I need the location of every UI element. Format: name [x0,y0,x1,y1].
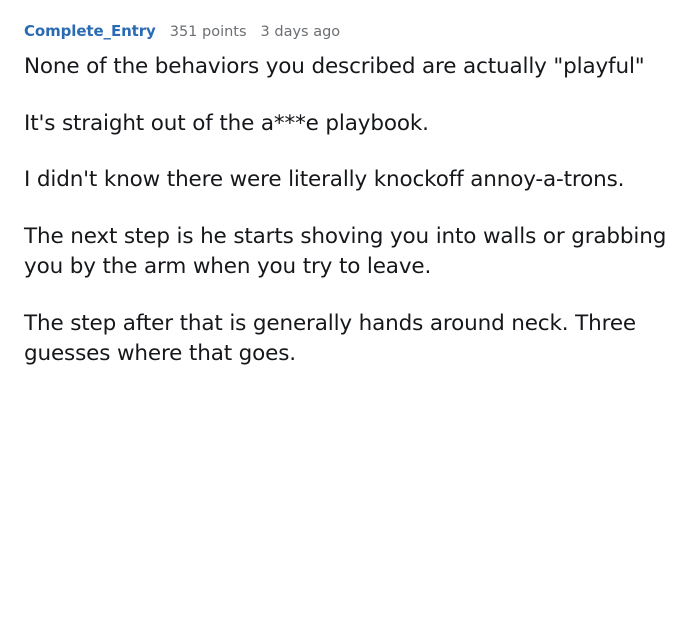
comment-paragraph: I didn't know there were literally knockoff annoy-a-trons. [24,167,625,193]
comment-timestamp: 3 days ago [260,24,341,40]
comment-paragraph: None of the behaviors you described are actually "playful" [24,54,645,79]
comment-paragraph: It's straight out of the a***e playbook. [24,110,429,136]
comment-paragraph: The next step is he starts shoving you into walls or grabbing you by the arm when you try to leave. [24,223,667,280]
comment-paragraph: The step after that is generally hands around neck. Three guesses where that goes. [24,310,636,367]
comment-body [24,52,676,370]
comment-author[interactable]: Complete_Entry [24,22,156,40]
comment-score: 351 points [169,24,247,40]
comment-meta [24,22,676,40]
